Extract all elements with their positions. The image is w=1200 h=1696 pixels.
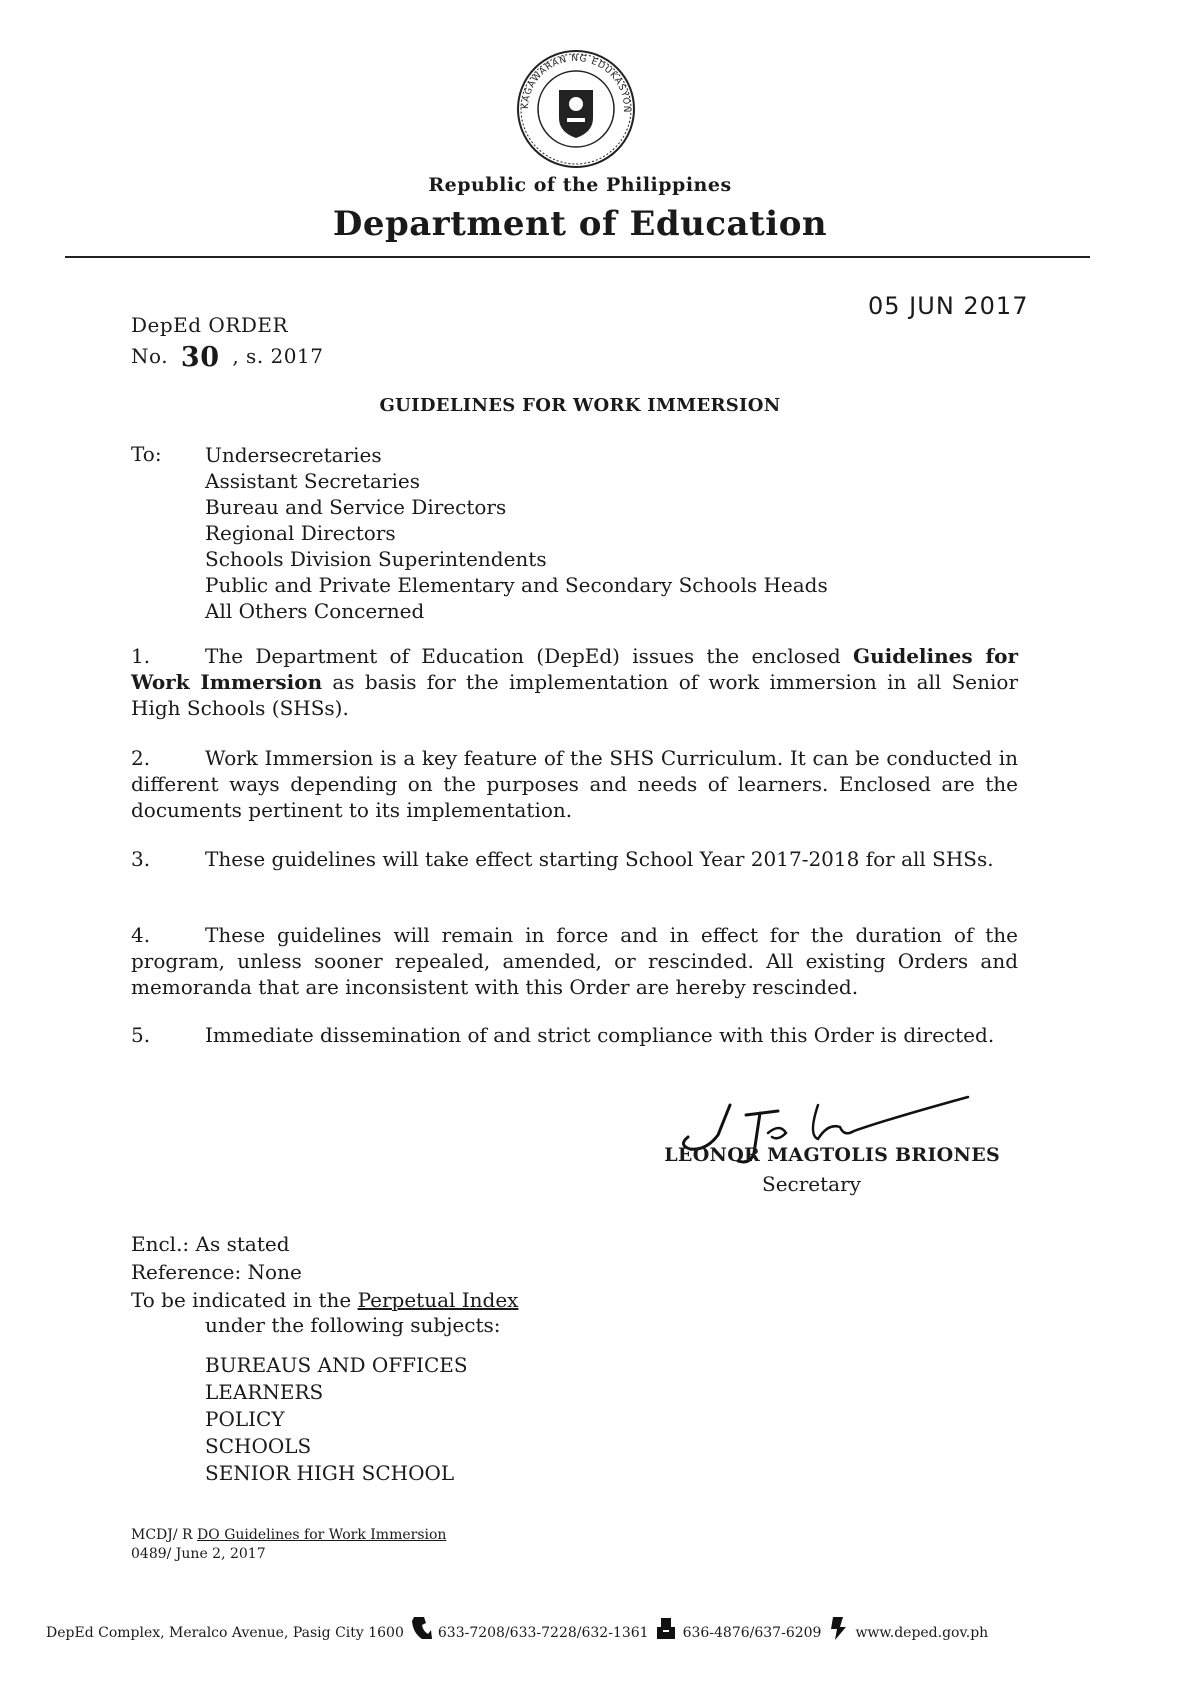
recipient-item: Undersecretaries	[205, 443, 382, 467]
paragraph-number: 4.	[131, 923, 151, 947]
footer-fax: 636-4876/637-6209	[682, 1625, 822, 1641]
order-number: 30	[180, 342, 220, 373]
index-subheading: under the following subjects:	[205, 1313, 501, 1337]
header-divider	[65, 256, 1090, 258]
footer-phone: 633-7208/633-7228/632-1361	[437, 1625, 649, 1641]
paragraph-text: Immediate dissemination of and strict compliance with this Order is directed.	[205, 1023, 995, 1047]
order-number-prefix: No.	[131, 344, 169, 368]
reference-code	[131, 1527, 446, 1543]
order-series: , s. 2017	[232, 344, 324, 368]
subject-item: LEARNERS	[205, 1380, 324, 1404]
recipient-list	[205, 442, 828, 624]
paragraph-1	[131, 643, 1018, 721]
recipient-item: All Others Concerned	[205, 599, 425, 623]
signatory-name: LEONOR MAGTOLIS BRIONES	[664, 1144, 1000, 1166]
republic-heading: Republic of the Philippines	[428, 174, 732, 196]
subject-list	[205, 1352, 468, 1487]
reference-line: Reference: None	[131, 1260, 302, 1284]
web-icon	[827, 1615, 849, 1641]
footer-website: www.deped.gov.ph	[855, 1625, 989, 1641]
order-label: DepEd ORDER	[131, 313, 289, 337]
paragraph-number: 2.	[131, 746, 151, 770]
index-prefix: To be indicated in the	[131, 1288, 358, 1312]
paragraph-text: Work Immersion is a key feature of the SHS Curriculum. It can be conducted in different ways depending on the purposes and needs of learners. Enclosed are the documents pertinent to its implementation.	[131, 746, 1018, 822]
to-label: To:	[131, 442, 162, 466]
recipient-item: Schools Division Superintendents	[205, 547, 547, 571]
order-number-line	[131, 339, 324, 373]
reference-code-prefix: MCDJ/ R	[131, 1527, 198, 1543]
recipient-item: Bureau and Service Directors	[205, 495, 507, 519]
reference-date: 0489/ June 2, 2017	[131, 1546, 266, 1562]
recipient-item: Assistant Secretaries	[205, 469, 421, 493]
recipient-item: Public and Private Elementary and Secondary Schools Heads	[205, 573, 828, 597]
perpetual-index-line	[131, 1286, 518, 1314]
paragraph-text: The Department of Education (DepEd) issues the enclosed	[205, 644, 853, 668]
subject-item: SCHOOLS	[205, 1434, 312, 1458]
seal-ring-text: KAGAWARAN NG EDUKASYON	[520, 53, 632, 114]
footer	[46, 1615, 1136, 1641]
phone-icon	[410, 1615, 432, 1641]
department-heading: Department of Education	[332, 204, 828, 244]
footer-address: DepEd Complex, Meralco Avenue, Pasig City 1600	[46, 1625, 404, 1641]
paragraph-text: These guidelines will take effect starting School Year 2017-2018 for all SHSs.	[205, 847, 994, 871]
paragraph-5	[131, 1022, 1018, 1048]
subject-item: BUREAUS AND OFFICES	[205, 1353, 468, 1377]
reference-code-doc: DO Guidelines for Work Immersion	[197, 1527, 447, 1543]
fax-icon	[655, 1615, 677, 1641]
subject-item: SENIOR HIGH SCHOOL	[205, 1461, 455, 1485]
deped-seal	[515, 48, 637, 170]
enclosure-line: Encl.: As stated	[131, 1232, 290, 1256]
paragraph-number: 3.	[131, 847, 151, 871]
paragraph-3	[131, 846, 1018, 872]
perpetual-index-link: Perpetual Index	[357, 1288, 519, 1312]
paragraph-text: as basis for the implementation of work immersion in all Senior High Schools (SHSs).	[131, 670, 1018, 720]
paragraph-4	[131, 922, 1018, 1000]
paragraph-number: 1.	[131, 644, 151, 668]
paragraph-bold-text: Guidelines for Work Immersion	[131, 644, 1018, 694]
signatory-title: Secretary	[762, 1172, 861, 1196]
order-date-stamp: 05 JUN 2017	[868, 292, 1029, 320]
subject-item: POLICY	[205, 1407, 285, 1431]
paragraph-2	[131, 745, 1018, 823]
document-title: GUIDELINES FOR WORK IMMERSION	[379, 395, 781, 416]
paragraph-text: These guidelines will remain in force and in effect for the duration of the program, unless sooner repealed, amended, or rescinded. All existing Orders and memoranda that are inconsistent with this Order are hereby rescinded.	[131, 923, 1018, 999]
recipient-item: Regional Directors	[205, 521, 396, 545]
paragraph-number: 5.	[131, 1023, 151, 1047]
